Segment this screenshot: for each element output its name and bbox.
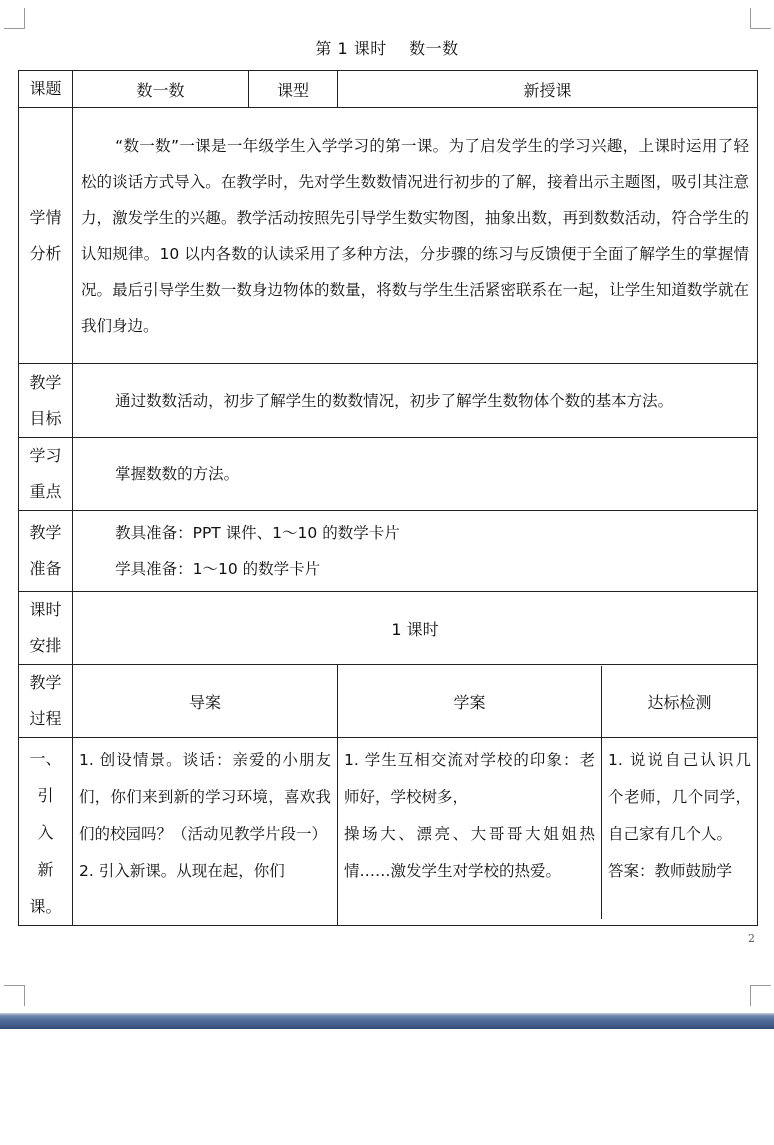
label-section-1: 一、 引 入 新 课。 <box>19 738 73 926</box>
label-goals: 教学 目标 <box>19 364 73 438</box>
lesson-plan-table <box>18 70 758 926</box>
schedule-text: 1 课时 <box>73 592 758 665</box>
page-number: 2 <box>748 932 755 945</box>
row-focus <box>19 438 758 511</box>
label-type: 课型 <box>249 71 338 108</box>
row-schedule <box>19 592 758 665</box>
section1-guide: 1. 创设情景。谈话：亲爱的小朋友们，你们来到新的学习环境，喜欢我们的校园吗？（活动见教学片段一） 2. 引入新课。从现在起，你们 <box>73 738 338 926</box>
type-value: 新授课 <box>338 71 758 108</box>
row-process-header <box>19 665 758 738</box>
next-page-area <box>0 1029 774 1145</box>
section1-split <box>338 738 758 926</box>
label-schedule: 课时 安排 <box>19 592 73 665</box>
crop-mark-bottom-left <box>4 985 25 1006</box>
row-section-1 <box>19 738 758 926</box>
row-goals <box>19 364 758 438</box>
crop-mark-top-left <box>4 8 25 29</box>
row-analysis <box>19 108 758 364</box>
label-topic: 课题 <box>19 71 73 108</box>
prep-student: 学具准备：1～10 的数学卡片 <box>115 560 321 578</box>
row-prep <box>19 511 758 592</box>
col-check-header: 达标检测 <box>647 692 712 712</box>
section1-study: 1. 学生互相交流对学校的印象：老师好，学校树多， 操场大、漂亮、大哥哥大姐姐热情……激发学生对学校的热爱。 <box>338 738 602 919</box>
label-focus: 学习 重点 <box>19 438 73 511</box>
page-separator <box>0 1013 774 1029</box>
analysis-text: “数一数”一课是一年级学生入学学习的第一课。为了启发学生的学习兴趣，上课时运用了轻松的谈话方式导入。在教学时，先对学生数数情况进行初步的了解，接着出示主题图，吸引其注意力，激发学生的兴趣。教学活动按照先引导学生数实物图，抽象出数，再到数数活动，符合学生的认知规律。10 以内各数的认读采用了多种方法，分步骤的练习与反馈便于全面了解学生的掌握情况。最后引导学生数一数身边物体的数量，将数与学生生活紧密联系在一起，让学生知道数学就在我们身边。 <box>73 108 758 364</box>
prep-teacher: 教具准备：PPT 课件、1～10 的数学卡片 <box>115 524 400 542</box>
crop-mark-top-right <box>750 8 771 29</box>
page-title: 第 1 课时 数一数 <box>315 39 459 58</box>
prep-cell <box>73 511 758 592</box>
col-study-header: 学案 <box>338 666 602 737</box>
section1-check: 1. 说说自己认识几个老师，几个同学，自己家有几个人。 答案：教师鼓励学 <box>608 751 752 880</box>
label-process: 教学 过程 <box>19 665 73 738</box>
crop-mark-bottom-right <box>750 985 771 1006</box>
label-prep: 教学 准备 <box>19 511 73 592</box>
goals-text: 通过数数活动，初步了解学生的数数情况，初步了解学生数物体个数的基本方法。 <box>73 364 758 438</box>
topic-value: 数一数 <box>73 71 249 108</box>
focus-text: 掌握数数的方法。 <box>73 438 758 511</box>
label-analysis: 学情 分析 <box>19 108 73 364</box>
process-header-split <box>338 665 758 738</box>
row-topic <box>19 71 758 108</box>
col-guide-header: 导案 <box>73 665 338 738</box>
